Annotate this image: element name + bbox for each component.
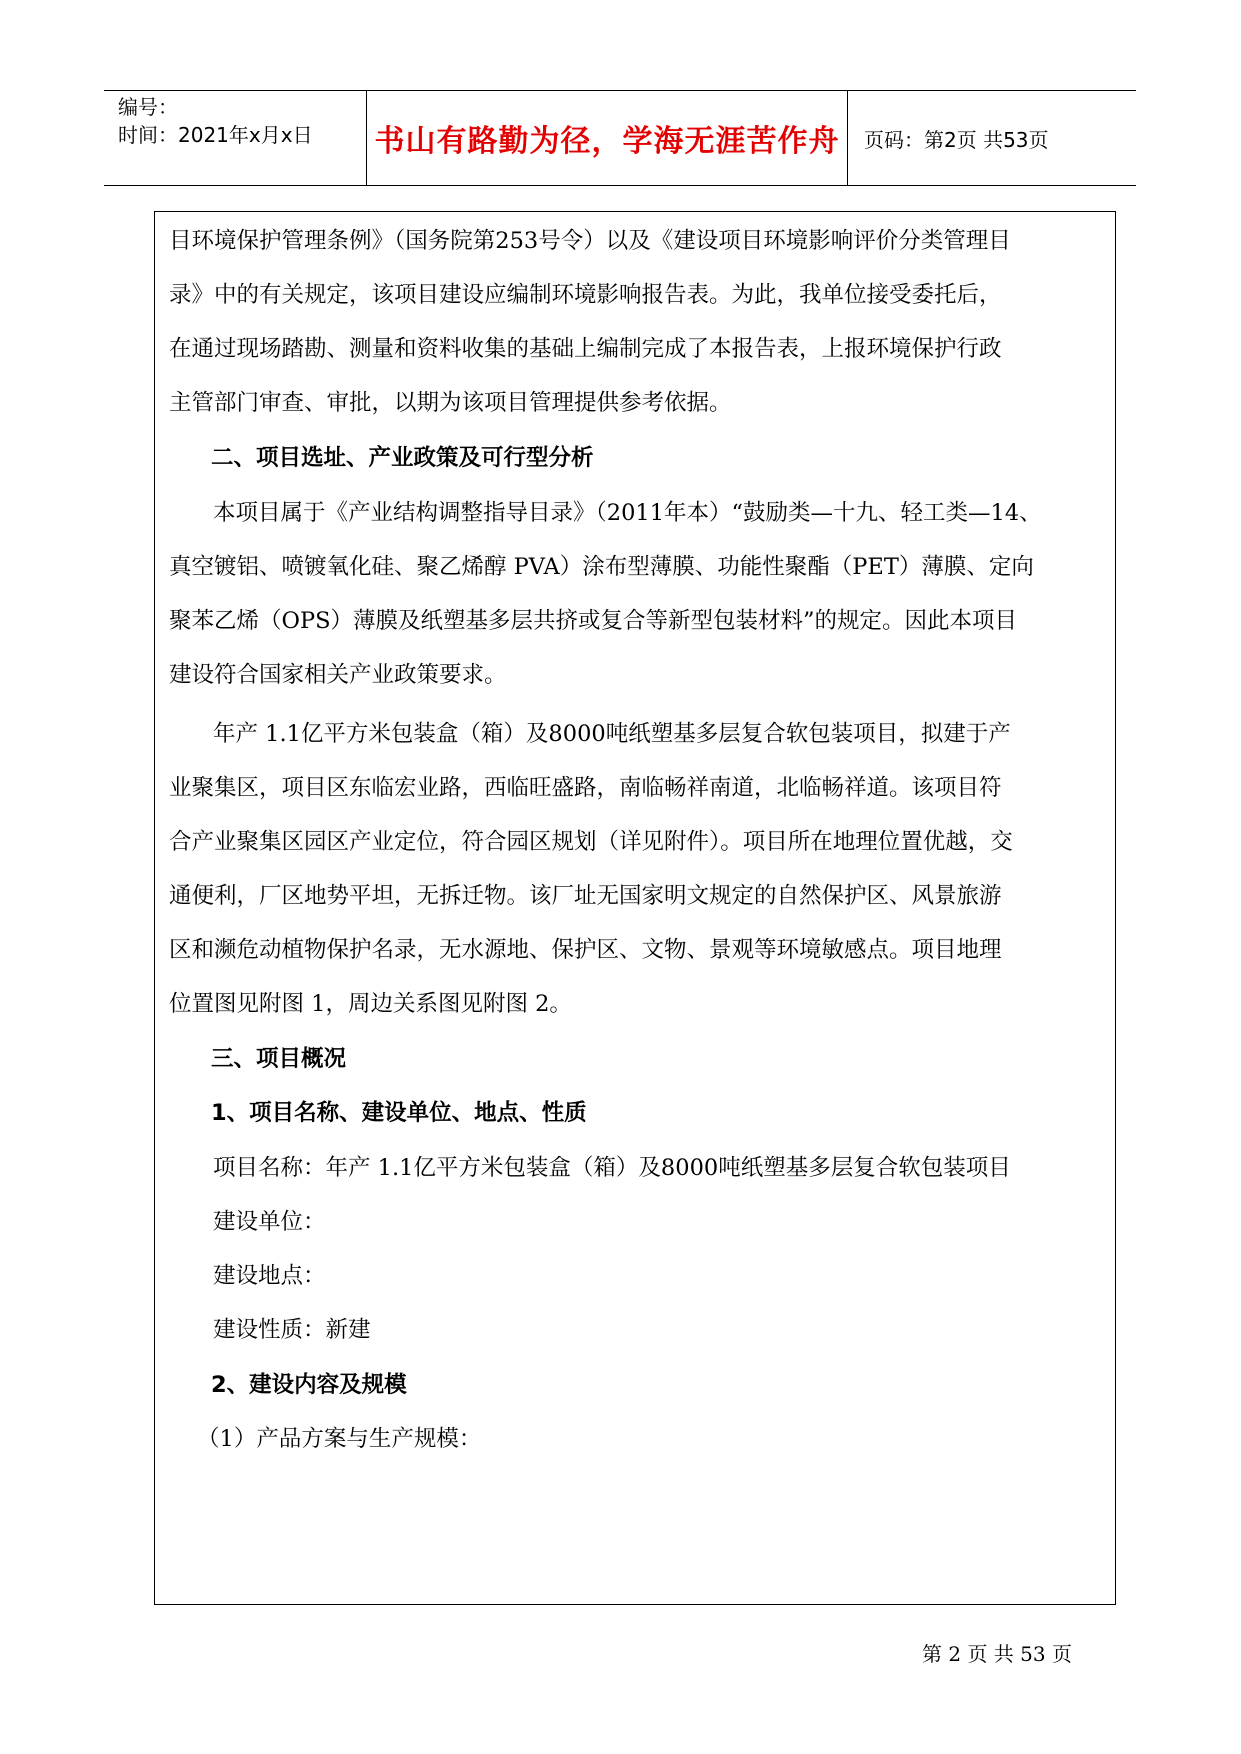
paragraph-line: 真空镀铝、喷镀氧化硅、聚乙烯醇 PVA）涂布型薄膜、功能性聚酯（PET）薄膜、定向 [169, 554, 1034, 580]
subsection-heading-3-2: 2、建设内容及规模 [211, 1372, 407, 1398]
header-motto: 书山有路勤为径，学海无涯苦作舟 [374, 124, 840, 159]
paragraph-line: 位置图见附图 1，周边关系图见附图 2。 [169, 991, 572, 1017]
paragraph-line: 年产 1.1亿平方米包装盒（箱）及8000吨纸塑基多层复合软包装项目，拟建于产 [213, 721, 1011, 747]
header-page-code: 页码：第2页 共53页 [864, 127, 1049, 152]
header-motto-cell [367, 91, 848, 185]
sub-item-line: （1）产品方案与生产规模： [197, 1426, 482, 1452]
construction-location-line: 建设地点： [213, 1263, 326, 1289]
paragraph-line: 目环境保护管理条例》（国务院第253号令）以及《建设项目环境影响评价分类管理目 [169, 228, 1011, 254]
construction-unit-line: 建设单位： [213, 1209, 326, 1235]
paragraph-line: 录》中的有关规定，该项目建设应编制环境影响报告表。为此，我单位接受委托后， [169, 282, 1002, 308]
document-time-label: 时间：2021年x月x日 [118, 123, 313, 147]
header-meta-cell [104, 91, 367, 185]
paragraph-line: 本项目属于《产业结构调整指导目录》（2011年本）“鼓励类—十九、轻工类—14、 [213, 500, 1042, 526]
paragraph-line: 通便利，厂区地势平坦，无拆迁物。该厂址无国家明文规定的自然保护区、风景旅游 [169, 883, 1002, 909]
paragraph-line: 合产业聚集区园区产业定位，符合园区规划（详见附件）。项目所在地理位置优越，交 [169, 829, 1013, 855]
subsection-heading-3-1: 1、项目名称、建设单位、地点、性质 [211, 1100, 587, 1126]
construction-nature-line: 建设性质：新建 [213, 1317, 371, 1343]
page-header [104, 90, 1136, 186]
paragraph-line: 在通过现场踏勘、测量和资料收集的基础上编制完成了本报告表，上报环境保护行政 [169, 336, 1002, 362]
paragraph-line: 区和濒危动植物保护名录，无水源地、保护区、文物、景观等环境敏感点。项目地理 [169, 937, 1002, 963]
paragraph-line: 主管部门审查、审批，以期为该项目管理提供参考依据。 [169, 390, 732, 416]
header-page-cell [848, 91, 1136, 185]
section-heading-2: 二、项目选址、产业政策及可行型分析 [211, 445, 594, 471]
section-heading-3: 三、项目概况 [211, 1046, 347, 1072]
paragraph-line: 聚苯乙烯（OPS）薄膜及纸塑基多层共挤或复合等新型包装材料”的规定。因此本项目 [169, 608, 1018, 634]
paragraph-line: 业聚集区，项目区东临宏业路，西临旺盛路，南临畅祥南道，北临畅祥道。该项目符 [169, 775, 1002, 801]
project-name-line: 项目名称：年产 1.1亿平方米包装盒（箱）及8000吨纸塑基多层复合软包装项目 [213, 1155, 1011, 1181]
page-footer: 第 2 页 共 53 页 [922, 1642, 1072, 1666]
paragraph-line: 建设符合国家相关产业政策要求。 [169, 662, 507, 688]
content-frame [154, 211, 1116, 1605]
document-number-label: 编号： [118, 95, 178, 119]
